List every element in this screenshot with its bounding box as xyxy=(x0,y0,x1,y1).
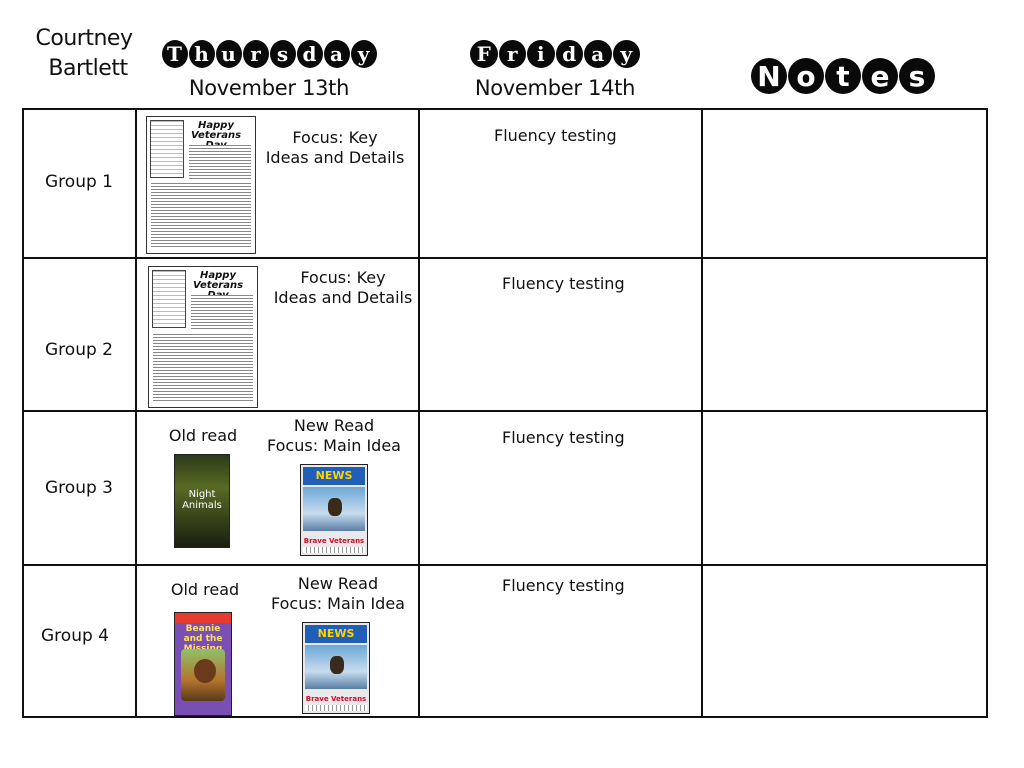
night-animals-book xyxy=(174,454,230,548)
focus-line: Focus: Key xyxy=(300,268,386,287)
magazine-masthead: NEWS xyxy=(303,467,365,485)
book-title: Night Animals xyxy=(182,489,222,511)
thursday-header xyxy=(158,40,380,100)
notes-title xyxy=(750,58,936,94)
notes-letter: N xyxy=(751,58,787,94)
friday-header xyxy=(470,40,640,100)
author-first-name: Courtney xyxy=(35,26,133,51)
worksheet-text xyxy=(189,145,251,181)
group-2-thursday-focus xyxy=(268,268,418,308)
book-series-band xyxy=(175,613,231,623)
notes-letter: o xyxy=(788,58,824,94)
soldier-illustration xyxy=(150,120,184,178)
row-divider xyxy=(24,410,986,412)
notes-header xyxy=(750,58,936,94)
column-divider xyxy=(135,110,137,716)
group-1-label: Group 1 xyxy=(45,172,113,192)
group-2-friday: Fluency testing xyxy=(502,274,625,293)
thursday-letter: s xyxy=(270,40,296,68)
friday-letter: d xyxy=(556,40,584,68)
brave-veterans-magazine xyxy=(300,464,368,556)
worksheet-title: Happy Veterans xyxy=(190,120,242,141)
thursday-date: November 13th xyxy=(188,76,350,100)
friday-date: November 14th xyxy=(474,76,636,100)
friday-title xyxy=(470,40,640,68)
thursday-letter: y xyxy=(351,40,377,68)
group-4-old-read-label: Old read xyxy=(170,580,240,599)
worksheet-text xyxy=(153,333,253,403)
worksheet-text xyxy=(151,183,251,249)
author-last-name: Bartlett xyxy=(48,55,128,81)
thursday-letter: a xyxy=(324,40,350,68)
friday-letter: i xyxy=(527,40,555,68)
friday-letter: a xyxy=(584,40,612,68)
lesson-plan-table xyxy=(22,108,988,718)
group-4-label: Group 4 xyxy=(41,626,109,646)
skydiver-photo xyxy=(303,487,365,531)
thursday-letter: r xyxy=(243,40,269,68)
veterans-day-worksheet xyxy=(148,266,258,408)
group-3-old-read-label: Old read xyxy=(168,426,238,445)
magazine-masthead: NEWS xyxy=(305,625,367,643)
magazine-footer-text xyxy=(303,547,365,553)
skydiver-photo xyxy=(305,645,367,689)
focus-line: Focus: Key xyxy=(292,128,378,147)
group-3-new-read xyxy=(264,416,404,456)
new-read-line: Focus: Main Idea xyxy=(271,594,405,613)
author-name xyxy=(24,24,144,83)
new-read-line: New Read xyxy=(297,574,379,593)
notes-letter: t xyxy=(825,58,861,94)
thursday-letter: h xyxy=(189,40,215,68)
worksheet-title: Happy Veterans xyxy=(192,270,244,291)
column-divider xyxy=(418,110,420,716)
group-2-label: Group 2 xyxy=(45,340,113,360)
friday-letter: r xyxy=(499,40,527,68)
friday-letter: F xyxy=(470,40,498,68)
row-divider xyxy=(24,564,986,566)
magazine-footer-text xyxy=(305,705,367,711)
magazine-caption: Brave Veterans xyxy=(305,695,367,703)
book-title: Beanie and the xyxy=(183,624,223,644)
worksheet-text xyxy=(191,295,253,331)
thursday-title xyxy=(158,40,380,68)
friday-letter: y xyxy=(613,40,641,68)
group-4-friday: Fluency testing xyxy=(502,576,625,595)
group-1-friday: Fluency testing xyxy=(494,126,617,145)
soldier-illustration xyxy=(152,270,186,328)
thursday-letter: u xyxy=(216,40,242,68)
new-read-line: Focus: Main Idea xyxy=(267,436,401,455)
group-4-new-read xyxy=(268,574,408,614)
book-cover-illustration xyxy=(181,649,225,701)
group-3-label: Group 3 xyxy=(45,478,113,498)
row-divider xyxy=(24,257,986,259)
thursday-letter: T xyxy=(162,40,188,68)
magazine-caption: Brave Veterans xyxy=(303,537,365,545)
group-1-thursday-focus xyxy=(260,128,410,168)
focus-line: Ideas and Details xyxy=(265,148,405,167)
notes-letter: e xyxy=(862,58,898,94)
new-read-line: New Read xyxy=(293,416,375,435)
veterans-day-worksheet xyxy=(146,116,256,254)
group-3-friday: Fluency testing xyxy=(502,428,625,447)
column-divider xyxy=(701,110,703,716)
brave-veterans-magazine xyxy=(302,622,370,714)
notes-letter: s xyxy=(899,58,935,94)
thursday-letter: d xyxy=(297,40,323,68)
beanie-missing-bear-book xyxy=(174,612,232,716)
focus-line: Ideas and Details xyxy=(273,288,413,307)
